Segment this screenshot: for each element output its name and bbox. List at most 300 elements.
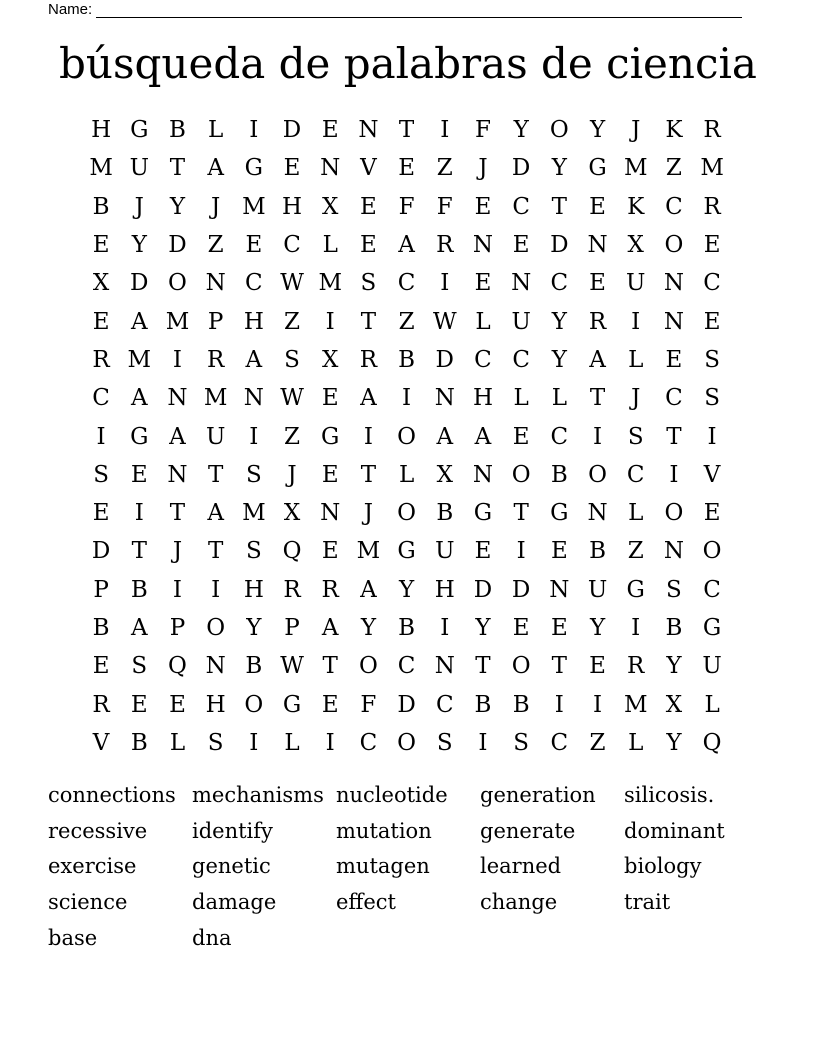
grid-cell: I [592,423,603,450]
grid-cell: N [358,117,379,144]
grid-cell: C [626,461,645,488]
grid-cell: C [512,346,530,373]
grid-cell: F [360,691,377,718]
grid-cell: Y [169,193,186,220]
word-list-item: biology [624,854,702,879]
grid-cell: E [512,232,530,259]
grid-cell: R [703,193,721,220]
grid-cell: V [360,155,377,182]
grid-cell: M [203,385,228,412]
word-list-item: dna [192,925,232,950]
grid-cell: C [359,729,378,756]
grid-cell: E [360,232,377,259]
grid-cell: I [249,729,259,756]
grid-cell: S [93,461,109,488]
grid-cell: C [550,729,569,756]
grid-cell: Y [475,615,491,641]
grid-cell: C [474,346,492,373]
grid-cell: A [398,232,415,259]
grid-cell: M [700,155,724,182]
grid-cell: L [169,729,186,756]
grid-cell: P [207,308,224,335]
grid-cell: E [550,615,568,641]
grid-cell: Y [513,117,529,144]
grid-cell: T [666,423,682,450]
grid-cell: A [589,346,606,373]
grid-cell: G [397,538,416,565]
grid-cell: O [511,653,531,680]
grid-cell: C [665,385,683,412]
grid-cell: Y [666,653,682,680]
grid-cell: Y [551,346,567,373]
grid-cell: B [474,691,492,718]
grid-cell: E [321,691,339,718]
grid-cell: O [664,500,684,527]
grid-cell: L [551,385,567,412]
grid-cell: M [242,193,266,220]
grid-cell: E [703,308,721,335]
grid-cell: N [472,461,494,488]
grid-cell: E [130,691,148,718]
grid-cell: X [283,500,301,527]
grid-cell: I [516,538,526,565]
grid-cell: L [284,729,300,756]
grid-row [82,609,732,647]
grid-cell: E [92,653,110,680]
grid-cell: T [475,653,491,680]
grid-cell: N [434,385,455,412]
grid-cell: L [628,500,644,527]
grid-cell: B [92,615,110,641]
grid-cell: T [169,155,186,182]
grid-cell: E [321,385,339,412]
grid-cell: I [402,385,412,412]
grid-cell: S [704,346,720,373]
grid-cell: N [663,538,684,565]
grid-cell: C [665,193,683,220]
grid-cell: P [169,615,186,641]
grid-cell: D [511,576,531,603]
grid-cell: I [325,729,335,756]
grid-cell: N [663,270,684,297]
grid-cell: H [472,385,493,412]
grid-cell: G [588,155,607,182]
grid-cell: O [206,615,226,641]
grid-cell: T [169,500,186,527]
word-list-item: science [48,890,128,915]
grid-cell: O [397,729,417,756]
grid-cell: I [440,117,450,144]
grid-cell: M [89,155,113,182]
grid-cell: S [436,729,453,756]
grid-cell: I [631,615,641,641]
grid-cell: E [703,500,721,527]
word-list-item: damage [192,890,277,915]
grid-cell: R [92,346,110,373]
grid-cell: S [284,346,300,373]
grid-cell: M [356,538,381,565]
grid-cell: B [245,653,263,680]
grid-cell: K [665,117,683,144]
grid-cell: O [244,691,264,718]
grid-cell: H [434,576,455,603]
grid-cell: S [704,385,720,412]
grid-row [82,685,732,723]
grid-cell: B [130,576,148,603]
grid-cell: C [245,270,263,297]
grid-cell: W [432,308,457,335]
letter-grid [82,111,732,762]
grid-cell: C [435,691,454,718]
grid-cell: D [550,232,569,259]
grid-cell: G [473,500,493,527]
grid-cell: A [169,423,186,450]
grid-cell: U [205,423,226,450]
grid-cell: S [666,576,682,603]
grid-cell: A [360,576,377,603]
grid-cell: M [623,155,648,182]
grid-cell: P [93,576,109,603]
grid-cell: A [130,615,148,641]
grid-cell: N [320,500,341,527]
grid-cell: Y [399,576,415,603]
grid-cell: Y [551,308,567,335]
grid-cell: C [283,232,301,259]
grid-cell: I [211,576,221,603]
grid-cell: M [127,346,152,373]
word-list-item: generation [480,783,596,807]
grid-row [82,456,732,494]
grid-cell: E [665,346,683,373]
grid-cell: L [628,729,644,756]
grid-row [82,494,732,532]
grid-cell: Z [627,538,644,565]
grid-cell: A [321,615,339,641]
grid-cell: E [321,461,339,488]
grid-cell: E [703,232,721,259]
grid-row [82,379,732,417]
grid-cell: E [474,193,492,220]
grid-cell: Z [207,232,224,259]
grid-cell: M [318,270,342,297]
grid-cell: U [587,576,608,603]
grid-cell: B [130,729,148,756]
grid-cell: R [283,576,301,603]
grid-cell: E [321,117,339,144]
grid-cell: O [549,117,569,144]
word-list-item: trait [624,890,671,915]
grid-cell: R [359,346,378,373]
grid-cell: K [627,193,645,220]
grid-cell: B [169,117,186,144]
grid-cell: X [665,691,683,718]
grid-cell: J [631,117,641,144]
grid-cell: Z [398,308,415,335]
grid-cell: Y [131,232,147,259]
grid-cell: H [243,576,264,603]
grid-cell: M [242,500,266,527]
grid-cell: Z [665,155,682,182]
grid-cell: E [321,538,339,565]
grid-cell: E [245,232,263,259]
grid-cell: E [130,461,148,488]
grid-cell: E [589,270,606,297]
grid-cell: B [550,461,568,488]
grid-row [82,417,732,455]
grid-cell: O [168,270,187,297]
grid-cell: N [205,270,226,297]
grid-cell: I [440,615,450,641]
grid-cell: D [435,346,454,373]
grid-row [82,724,732,762]
grid-cell: D [130,270,149,297]
grid-cell: B [92,193,110,220]
grid-cell: A [436,423,454,450]
grid-cell: Y [246,615,262,641]
grid-cell: O [588,461,607,488]
grid-cell: W [280,653,304,680]
grid-cell: N [434,653,455,680]
grid-cell: S [513,729,530,756]
grid-cell: E [92,232,110,259]
grid-cell: D [397,691,416,718]
grid-cell: H [91,117,112,144]
word-list [48,778,768,956]
word-list-item: generate [480,818,576,843]
grid-cell: X [627,232,644,259]
grid-cell: M [623,691,648,718]
grid-cell: T [131,538,147,565]
grid-cell: S [207,729,224,756]
grid-cell: J [631,385,641,412]
grid-cell: E [512,423,530,450]
grid-cell: G [626,576,645,603]
grid-row [82,302,732,340]
grid-cell: A [474,423,492,450]
grid-cell: O [358,653,378,680]
grid-cell: L [208,117,224,144]
grid-cell: B [589,538,606,565]
page-title: búsqueda de palabras de ciencia [59,39,757,88]
grid-cell: I [172,346,183,373]
grid-cell: X [322,193,339,220]
grid-cell: O [397,423,417,450]
word-list-item: connections [48,783,176,807]
grid-cell: U [511,308,531,335]
grid-cell: C [703,576,721,603]
grid-cell: I [96,423,106,450]
word-list-item: genetic [192,854,271,879]
grid-cell: S [131,653,148,680]
grid-cell: B [398,615,416,641]
grid-cell: O [664,232,684,259]
grid-cell: T [551,193,568,220]
word-list-item: mutagen [336,854,430,879]
grid-cell: A [360,385,377,412]
grid-cell: U [702,653,722,680]
grid-cell: C [512,193,530,220]
grid-cell: E [589,653,606,680]
grid-cell: S [245,461,262,488]
grid-cell: I [134,500,144,527]
grid-cell: R [206,346,225,373]
grid-cell: R [588,308,607,335]
grid-cell: A [245,346,263,373]
grid-cell: L [398,461,415,488]
grid-cell: S [245,538,262,565]
grid-cell: A [130,308,148,335]
grid-cell: V [92,729,110,756]
grid-cell: J [478,155,488,182]
grid-cell: W [280,270,304,297]
grid-cell: Z [284,423,301,450]
grid-cell: Z [284,308,301,335]
grid-cell: I [363,423,373,450]
grid-cell: I [554,691,564,718]
word-list-item: mutation [336,818,432,843]
grid-cell: I [669,461,679,488]
grid-cell: S [360,270,377,297]
grid-row [82,111,732,149]
grid-cell: R [92,691,110,718]
grid-cell: N [320,155,341,182]
grid-cell: C [550,270,569,297]
grid-cell: U [129,155,149,182]
grid-cell: A [207,500,224,527]
grid-cell: G [244,155,264,182]
grid-cell: R [321,576,339,603]
name-label: Name: [48,1,93,18]
grid-cell: T [513,500,529,527]
grid-cell: L [628,346,644,373]
name-row [48,0,742,18]
word-list-item: silicosis. [624,783,715,807]
grid-cell: Y [666,729,682,756]
grid-cell: N [511,270,532,297]
grid-cell: D [168,232,187,259]
grid-cell: E [474,538,492,565]
grid-cell: F [436,193,453,220]
word-list-item: nucleotide [336,783,448,807]
grid-row [82,647,732,685]
grid-cell: I [707,423,717,450]
word-list-item: base [48,925,98,950]
grid-cell: L [704,691,720,718]
grid-cell: Z [589,729,606,756]
grid-cell: N [472,232,494,259]
grid-cell: C [397,270,416,297]
grid-cell: G [282,691,302,718]
grid-cell: W [280,385,304,412]
grid-cell: L [513,385,529,412]
grid-cell: T [589,385,606,412]
grid-cell: G [321,423,340,450]
grid-cell: E [398,155,415,182]
grid-cell: N [587,500,608,527]
grid-row [82,264,732,302]
grid-cell: T [322,653,338,680]
grid-cell: J [363,500,374,527]
grid-cell: J [211,193,221,220]
grid-cell: R [436,232,454,259]
grid-cell: G [702,615,722,641]
grid-cell: N [663,308,684,335]
grid-row [82,149,732,187]
grid-cell: D [473,576,493,603]
grid-cell: A [130,385,148,412]
grid-cell: H [205,691,226,718]
grid-cell: H [243,308,264,335]
grid-cell: P [284,615,300,641]
word-list-item: mechanisms [192,783,324,807]
grid-cell: N [587,232,608,259]
grid-cell: X [92,270,110,297]
grid-cell: T [207,461,224,488]
grid-cell: D [282,117,302,144]
grid-cell: V [703,461,721,488]
grid-cell: C [397,653,416,680]
word-list-item: dominant [624,818,725,843]
grid-cell: R [703,117,721,144]
grid-cell: C [703,270,721,297]
grid-cell: E [589,193,606,220]
grid-cell: T [551,653,568,680]
grid-cell: G [130,117,149,144]
grid-cell: H [282,193,303,220]
grid-cell: Q [702,729,722,756]
grid-cell: Y [589,117,606,144]
grid-row [82,571,732,609]
grid-cell: L [475,308,491,335]
word-list-item: effect [336,890,396,915]
grid-cell: T [398,117,415,144]
grid-cell: I [325,308,335,335]
grid-cell: O [397,500,417,527]
grid-cell: D [511,155,531,182]
grid-cell: Z [436,155,453,182]
grid-cell: J [134,193,144,220]
grid-cell: N [549,576,570,603]
grid-cell: I [172,576,183,603]
grid-cell: E [360,193,377,220]
grid-cell: B [398,346,416,373]
grid-cell: F [474,117,491,144]
grid-cell: E [92,308,110,335]
grid-cell: M [165,308,190,335]
grid-cell: U [626,270,646,297]
grid-cell: Y [589,615,606,641]
grid-cell: G [550,500,569,527]
grid-cell: N [243,385,264,412]
grid-row [82,341,732,379]
grid-cell: C [550,423,569,450]
grid-cell: J [172,538,183,565]
grid-cell: I [478,729,488,756]
name-line [96,3,742,18]
grid-cell: X [436,461,453,488]
grid-row [82,226,732,264]
grid-cell: B [436,500,454,527]
grid-cell: Y [551,155,567,182]
grid-cell: A [207,155,224,182]
grid-cell: X [322,346,339,373]
grid-cell: I [249,117,259,144]
grid-cell: E [550,538,568,565]
grid-cell: U [435,538,455,565]
word-list-item: recessive [48,818,148,843]
grid-cell: E [283,155,301,182]
grid-row [82,532,732,570]
